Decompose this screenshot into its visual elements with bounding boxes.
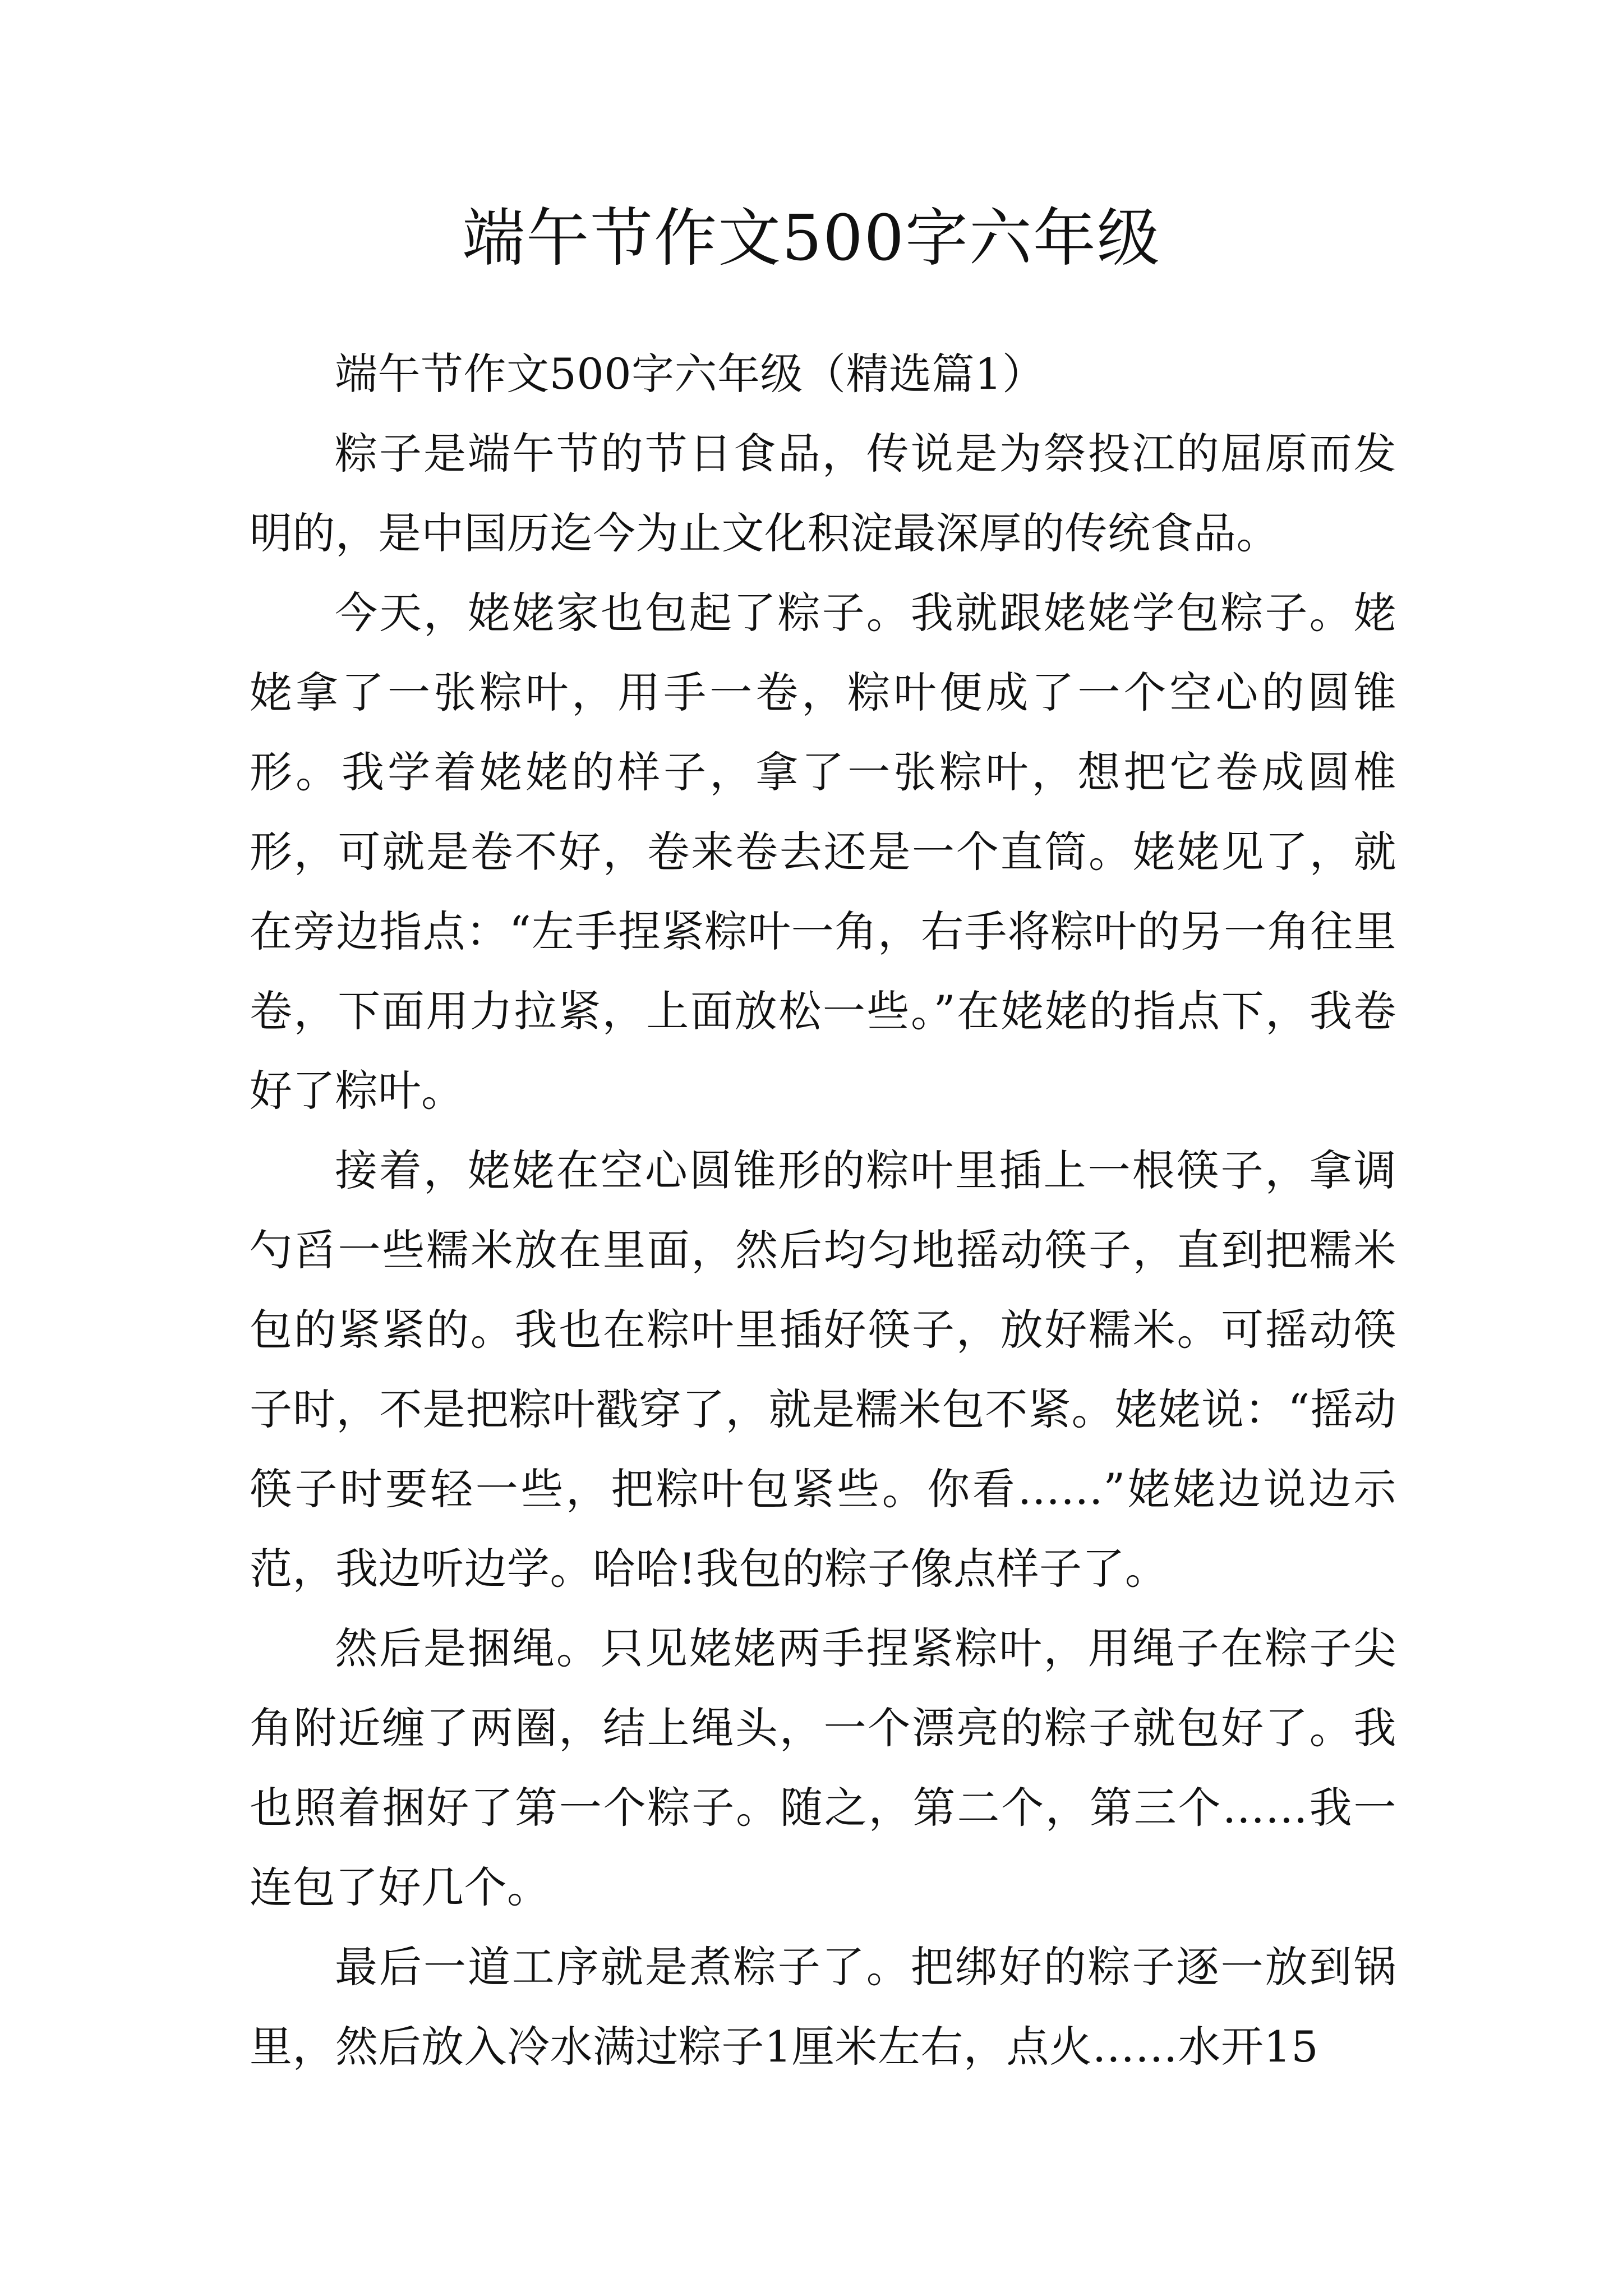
paragraph-4: 然后是捆绳。只见姥姥两手捏紧粽叶，用绳子在粽子尖角附近缠了两圈，结上绳头，一个漂亮的粽子就包好了。我也照着捆好了第一个粽子。随之，第二个，第三个……我一连包了好几个。	[250, 1623, 1396, 1912]
paragraph-subtitle: 端午节作文500字六年级（精选篇1）	[335, 349, 1045, 399]
paragraph-3: 接着，姥姥在空心圆锥形的粽叶里插上一根筷子，拿调勺舀一些糯米放在里面，然后均匀地摇动筷子，直到把糯米包的紧紧的。我也在粽叶里插好筷子，放好糯米。可摇动筷子时，不是把粽叶戳穿了，就是糯米包不紧。姥姥说：“摇动筷子时要轻一些，把粽叶包紧些。你看……”姥姥边说边示范，我边听边学。哈哈!我包的粽子像点样子了。	[250, 1145, 1396, 1594]
document-body	[250, 334, 1396, 2087]
document-title: 端午节作文500字六年级	[462, 202, 1161, 275]
paragraph-2: 今天，姥姥家也包起了粽子。我就跟姥姥学包粽子。姥姥拿了一张粽叶，用手一卷，粽叶便成了一个空心的圆锥形。我学着姥姥的样子，拿了一张粽叶，想把它卷成圆椎形，可就是卷不好，卷来卷去还是一个直筒。姥姥见了，就在旁边指点：“左手捏紧粽叶一角，右手将粽叶的另一角往里卷，下面用力拉紧，上面放松一些。”在姥姥的指点下，我卷好了粽叶。	[250, 588, 1396, 1116]
paragraph-1: 粽子是端午节的节日食品，传说是为祭投江的屈原而发明的，是中国历迄今为止文化积淀最深厚的传统食品。	[250, 429, 1396, 558]
paragraph-5: 最后一道工序就是煮粽子了。把绑好的粽子逐一放到锅里，然后放入冷水满过粽子1厘米左右，点火……水开15	[250, 1942, 1396, 2072]
